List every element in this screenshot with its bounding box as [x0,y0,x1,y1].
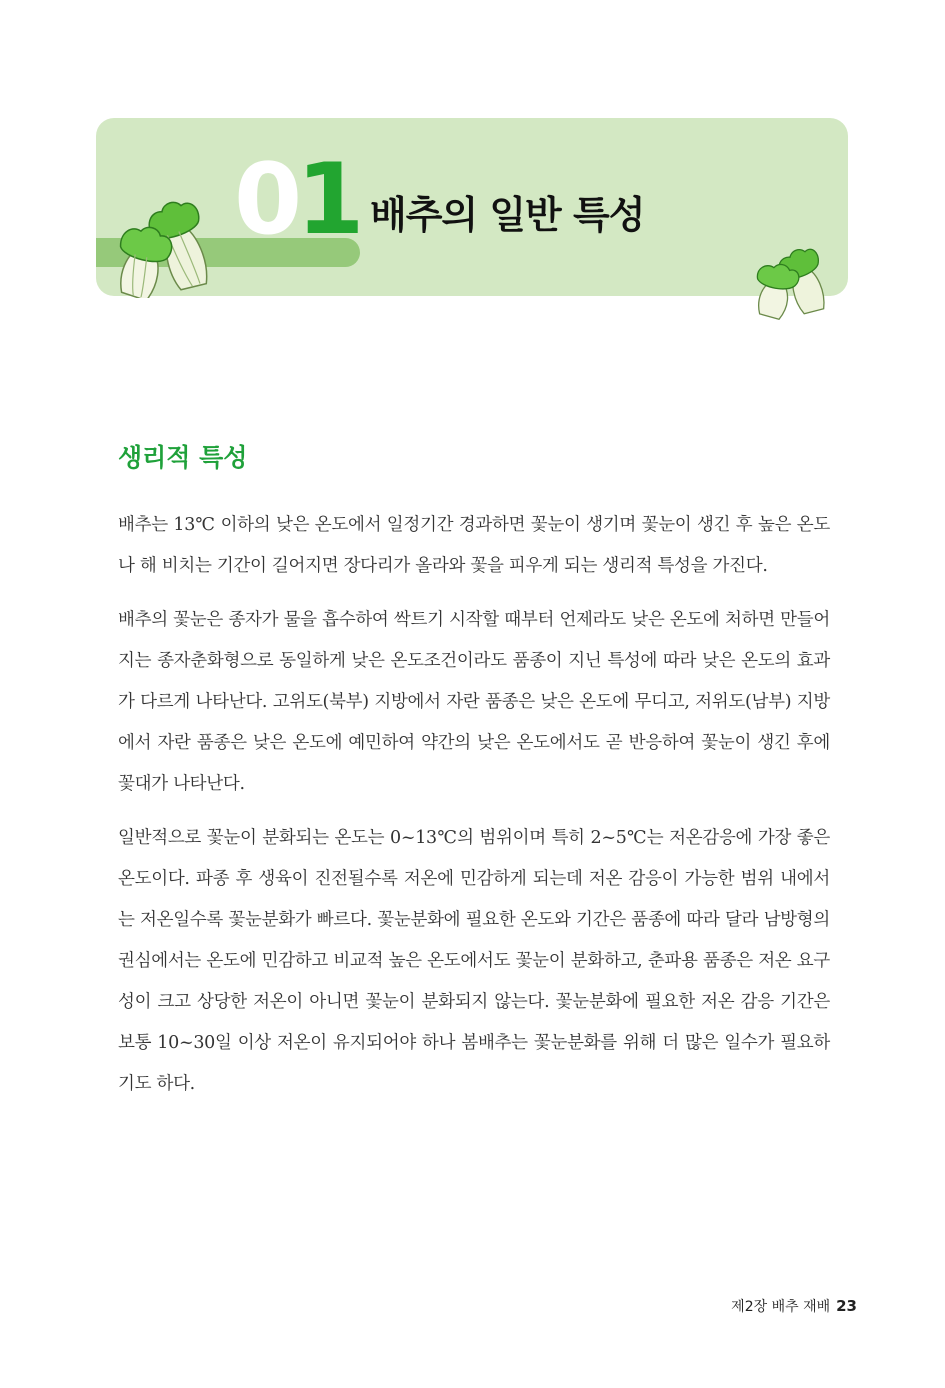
cabbage-icon [748,246,838,322]
body-text [118,505,830,1118]
cabbage-icon [110,198,220,298]
footer-chapter-label: 제2장 배추 재배 [731,1299,831,1315]
paragraph: 일반적으로 꽃눈이 분화되는 온도는 0~13℃의 범위이며 특히 2~5℃는 저온감응에 가장 좋은 온도이다. 파종 후 생육이 진전될수록 저온에 민감하게 되는데 저온 감응이 가능한 범위 내에서는 저온일수록 꽃눈분화가 빠르다. 꽃눈분화에 필요한 온도와 기간은 품종에 따라 달라 남방형의 권심에서는 온도에 민감하고 비교적 높은 온도에서도 꽃눈이 분화하고, 춘파용 품종은 저온 요구성이 크고 상당한 저온이 아니면 꽃눈이 분화되지 않는다. 꽃눈분화에 필요한 저온 감응 기간은 보통 10~30일 이상 저온이 유지되어야 하나 봄배추는 꽃눈분화를 위해 더 많은 일수가 필요하기도 하다. [118,828,830,1094]
paragraph: 배추의 꽃눈은 종자가 물을 흡수하여 싹트기 시작할 때부터 언제라도 낮은 온도에 처하면 만들어지는 종자춘화형으로 동일하게 낮은 온도조건이라도 품종이 지닌 특성에 따라 낮은 온도의 효과가 다르게 나타난다. 고위도(북부) 지방에서 자란 품종은 낮은 온도에 무디고, 저위도(남부) 지방에서 자란 품종은 낮은 온도에 예민하여 약간의 낮은 온도에서도 곧 반응하여 꽃눈이 생긴 후에 꽃대가 나타난다. [118,610,830,794]
chapter-number-digit-1: 1 [296,143,359,257]
paragraph: 배추는 13℃ 이하의 낮은 온도에서 일정기간 경과하면 꽃눈이 생기며 꽃눈이 생긴 후 높은 온도나 해 비치는 기간이 길어지면 장다리가 올라와 꽃을 피우게 되는 생리적 특성을 가진다. [118,515,830,576]
chapter-title: 배추의 일반 특성 [370,193,645,237]
page-number: 23 [836,1297,857,1315]
section-title: 생리적 특성 [118,443,248,472]
chapter-number [234,143,359,257]
page-footer [731,1296,857,1316]
chapter-number-digit-0: 0 [234,143,297,257]
